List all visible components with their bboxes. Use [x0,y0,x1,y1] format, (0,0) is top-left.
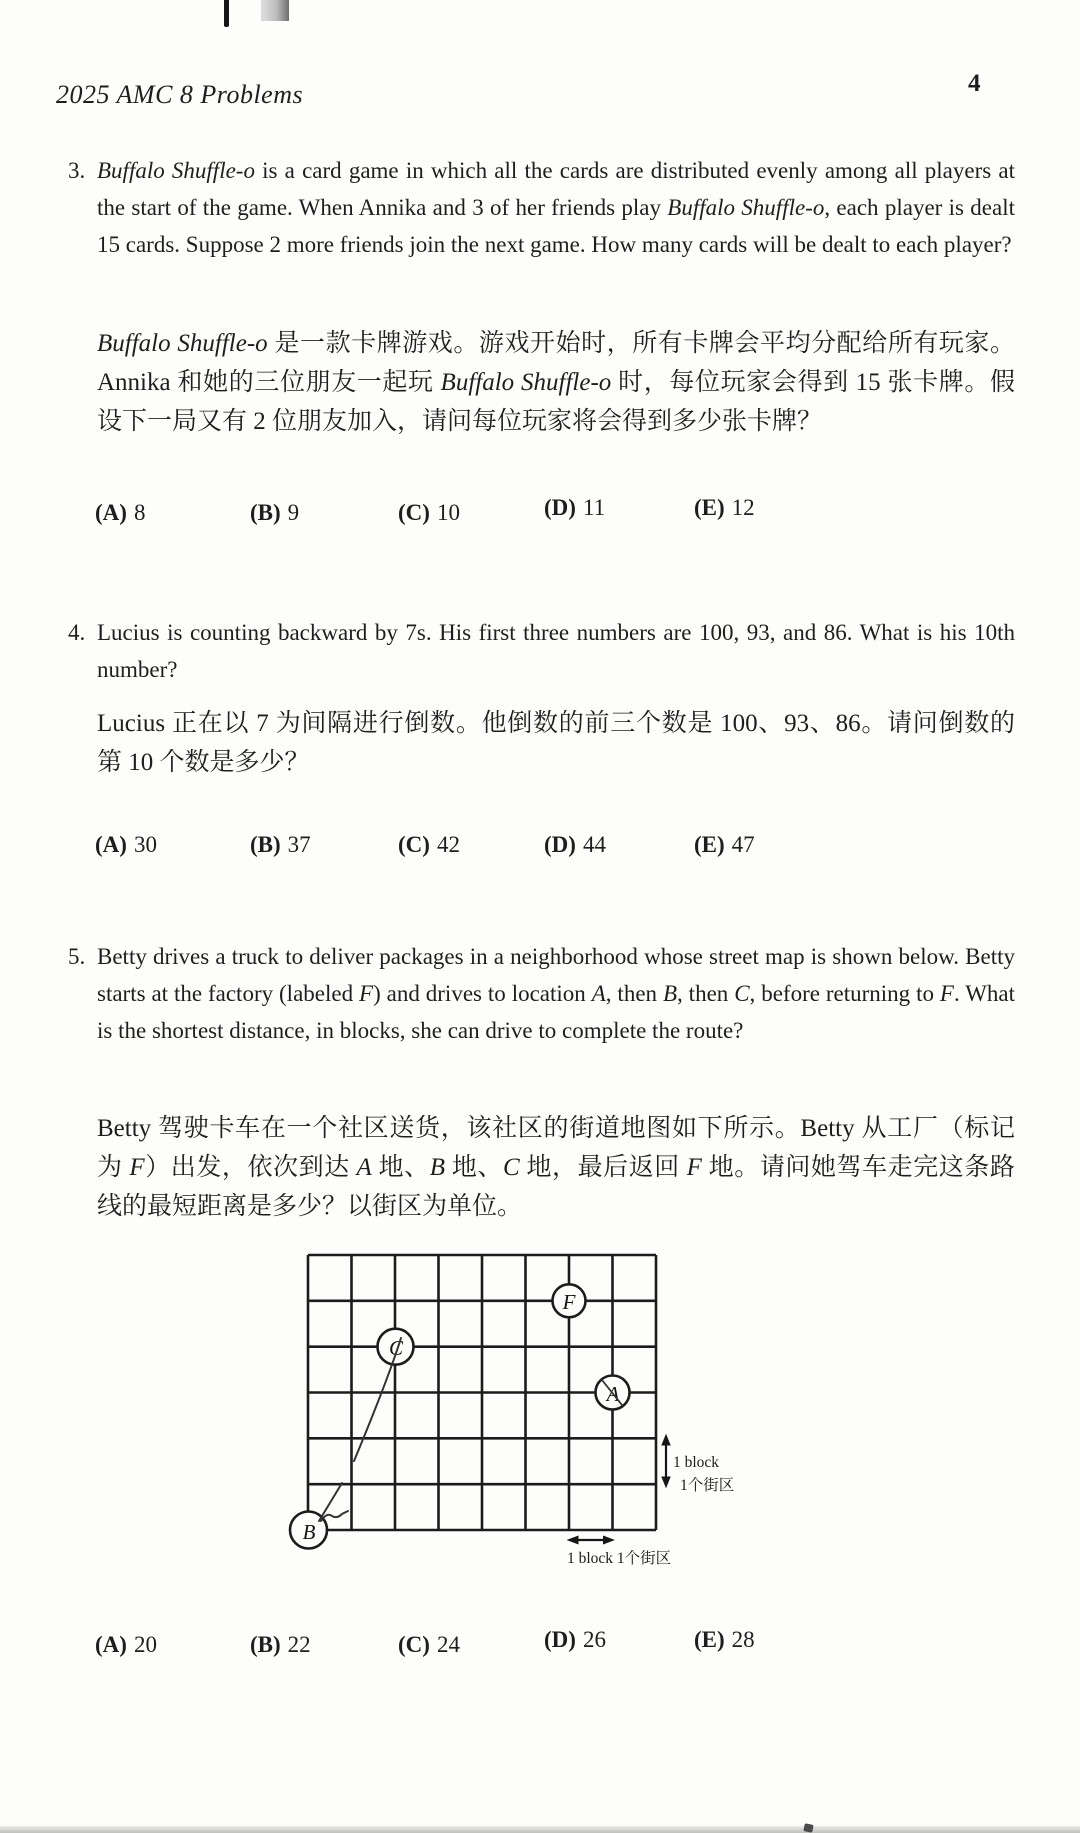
choice-c: (C) 42 [398,832,460,857]
problem-5-choices [0,1627,1080,1668]
street-map-diagram [280,1245,760,1585]
node-label-A: A [606,1382,620,1406]
statement-text: is a card game in which all the cards are distributed evenly among all players at the start of the game. When Annika and 3 of her friends play [97,158,1015,220]
problem-5-statement-en: Betty drives a truck to deliver packages in a neighborhood whose street map is shown below. Betty starts at the factory (labeled F) and drives to location A, then B, then C, before returning to F. What is the shortest distance, in blocks, she can drive to complete the route? [97,944,1016,1043]
statement-text: , each player is dealt 15 cards. Suppose 2 more friends join the next game. How many cards will be dealt to each player? [97,195,1015,257]
problem-4-number: 4. [68,620,86,645]
choice-a: (A) 20 [95,1632,157,1657]
statement-text: Buffalo Shuffle-o [440,369,612,396]
statement-text: Buffalo Shuffle-o [97,158,255,183]
v-scale-label-en: 1 block [673,1454,720,1471]
problem-3-statement-zh [97,324,1015,441]
statement-text: Betty drives a truck to deliver packages in a neighborhood whose street map is shown below. Betty starts at the factory (labeled [97,944,1015,1006]
choice-b: (B) 37 [250,832,311,857]
horizontal-scale-arrow [568,1536,614,1544]
choice-a: (A) 30 [95,832,157,857]
problem-3-statement-en [97,152,1015,263]
page-number: 4 [968,70,981,97]
scan-artifact-vertical-line [224,0,229,27]
node-label-B: B [302,1520,316,1544]
choice-a: (A) 8 [95,500,146,525]
choice-e: (E) 12 [694,495,755,520]
node-label-C: C [388,1336,404,1360]
statement-text: Buffalo Shuffle-o [97,330,268,357]
choice-c: (C) 10 [398,500,460,525]
choice-e: (E) 47 [694,832,755,857]
statement-text: Buffalo Shuffle-o [667,195,825,220]
scan-bottom-edge [0,1826,1080,1833]
choice-c: (C) 24 [398,1632,460,1657]
problem-5-statement-zh: Betty 驾驶卡车在一个社区送货，该社区的街道地图如下所示。Betty 从工厂（标记为 F）出发，依次到达 A 地、B 地、C 地，最后返回 F 地。请问她驾车走完这条路线的最短距离是多少？以街区为单位。 [97,1115,1015,1220]
problem-4-statement-en [97,614,1015,688]
vertical-scale-arrow [662,1435,670,1487]
choice-d: (D) 26 [544,1627,606,1652]
choice-e: (E) 28 [694,1627,755,1652]
choice-b: (B) 22 [250,1632,311,1657]
h-scale-label: 1 block 1个街区 [567,1550,672,1567]
statement-text: Lucius is counting backward by 7s. His first three numbers are 100, 93, and 86. What is his 10th number? [97,620,1015,682]
statement-text: 是一款卡牌游戏。游戏开始时，所有卡牌会平均分配给所有玩家。Annika 和她的三位朋友一起玩 [97,330,1015,396]
scan-bottom-mark [803,1823,813,1833]
choice-b: (B) 9 [250,500,300,525]
choice-d: (D) 11 [544,495,606,520]
problem-4-choices [0,832,1080,868]
page-title: 2025 AMC 8 Problems [56,80,304,109]
problem-3-number: 3. [68,158,86,183]
problem-5-number: 5. [68,944,86,969]
v-scale-label-zh: 1个街区 [680,1477,735,1494]
problem-3-choices [0,495,1080,536]
problem-4-statement-zh [97,704,1015,782]
statement-text: Betty 驾驶卡车在一个社区送货，该社区的街道地图如下所示。Betty 从工厂（标记为 [97,1115,1015,1181]
statement-text: 时，每位玩家会得到 15 张卡牌。假设下一局又有 2 位朋友加入，请问每位玩家将会得到多少张卡牌？ [97,369,1015,435]
scan-artifact-gray-block [261,0,289,21]
choice-d: (D) 44 [544,832,606,857]
statement-text: Lucius 正在以 7 为间隔进行倒数。他倒数的前三个数是 100、93、86。请问倒数的第 10 个数是多少？ [97,710,1015,776]
node-label-F: F [562,1290,576,1314]
pencil-marks [319,1338,622,1521]
